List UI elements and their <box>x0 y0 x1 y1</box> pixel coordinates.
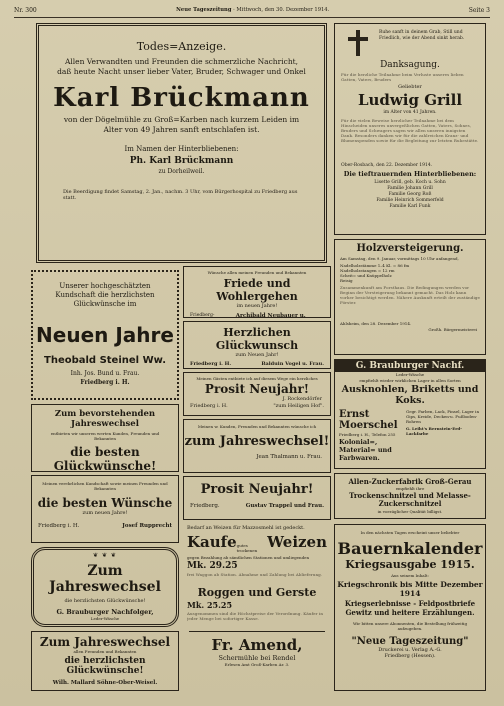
beste2-pre: Meinen verehrlichen Kundschaft sowie meinen Freunden und Bekannten <box>42 481 168 491</box>
ad-prosit-1 <box>183 372 331 416</box>
weizen-price: Mk. 29.25 <box>187 561 238 571</box>
kalender-end: Wir bitten unsere Abonnenten, die Bestellung frühzeitig aufzugeben. <box>352 621 468 631</box>
beste2-mid: zum neuen Jahre! <box>82 510 128 516</box>
ornament-icon: ❦ ❦ ❦ <box>93 552 117 559</box>
auction-heading: Holzversteigerung. <box>356 243 464 254</box>
ad-weizen: Bedarf an Weizen für Mazzosmehl ist gedeckt. Kaufe gutes trockenen Weizen gegen Bezahlung ab sämtlichen Stationen und umliegenden Mk. 29.25 frei Waggon ab Station. Abnahme und Zahlung bei Ablieferung. Roggen und Gerste Mk. 25.25 Ausgenommen sind die Höchstpreise der Verordnung. Käufer in jeder Menge bei sofortiger Kasse. Fr. Amend, Schermühle bei Rendel Erlesen Amt Groß-Karben Ar. 3. <box>183 524 331 691</box>
weizen-kaufe: Kaufe <box>187 533 237 551</box>
brauburger-sub: Leder-Wäsche <box>395 372 425 377</box>
zucker-pre: Allen-Zuckerfabrik Groß-Gerau <box>348 477 472 486</box>
moerschel-place: Friedberg i. H., Telefon 255 <box>339 432 396 437</box>
moerschel-side: Gegr. Farben, Lack, Pinsel, Lager in Gips, Kreide, Decken-u. Fußboden-Rohren <box>406 409 480 424</box>
weizen-line: gegen Bezahlung ab sämtlichen Stationen und umliegenden <box>187 555 310 560</box>
zum1-name: G. Brauburger Nachfolger, <box>56 608 154 616</box>
weizen-big: Weizen <box>267 533 327 551</box>
ad-beste-2 <box>31 475 179 543</box>
beste2-place: Friedberg i. H. <box>38 523 80 529</box>
jw1-big: zum Jahreswechsel! <box>184 434 330 449</box>
prosit1-place: Friedberg i. H. <box>190 403 228 409</box>
friede-big: Friede und Wohlergehen <box>216 277 298 303</box>
prosit2-place: Friedberg. <box>190 503 220 509</box>
zum2-mid: die herzlichsten Glückwünsche! <box>64 656 146 676</box>
kalender-pub: "Neue Tageszeitung" <box>351 636 469 647</box>
moerschel-sideb: G. Leiht's Bernstein-Erd-Lackfarbe <box>406 426 462 436</box>
kalender-pub2: Druckerei u. Verlag A.-G. <box>378 647 442 653</box>
thanks-place: Ober-Rosbach, den 22. Dezember 1914. <box>341 163 433 168</box>
kalender-big2: Kriegsausgabe 1915. <box>345 558 475 571</box>
kalender-pre: In den nächsten Tagen erscheint unser beliebter <box>360 530 460 535</box>
amend-sub2: Erlesen Amt Groß-Karben Ar. 3. <box>224 662 290 667</box>
ad-friede <box>183 266 331 318</box>
ad-place: Friedberg i. H. <box>80 379 130 386</box>
zum1-place: Leder-Wäsche <box>90 616 120 621</box>
ad-brauburger <box>334 359 486 469</box>
page-number: Nr. 300 <box>14 6 37 14</box>
brauburger-big2: Ausknohlen, Briketts und Koks. <box>341 384 479 406</box>
amend-name: Fr. Amend, <box>211 636 303 654</box>
prosit1-name: J. Rockendörfer <box>282 396 322 402</box>
thanks-heading: Danksagung. <box>380 60 440 70</box>
ad-zum-jahreswechsel-1 <box>31 547 179 627</box>
thanks-verse: Ruhe sanft in deinem Grab, Still und Friedlich, wie der Abend sinkt herab. <box>379 30 465 41</box>
thanks-sub: im Alter von 41 Jahren. <box>383 110 437 115</box>
ad-zum-jahreswechsel-2 <box>31 631 179 691</box>
zum2-name: Wilh. Mallard Söhne-Ober-Weisel. <box>52 680 158 686</box>
page-header <box>14 3 490 18</box>
prosit2-big: Prosit Neujahr! <box>200 482 314 497</box>
beste2-big: die besten Wünsche <box>37 496 173 510</box>
zucker-big: Trockenschnitzel und Melasse-Zuckerschnitzel <box>349 491 471 508</box>
ad-big: Neuen Jahre <box>36 323 174 347</box>
zucker-line: in vorzüglicher Qualität billigst. <box>377 509 443 514</box>
weizen-price2: Mk. 25.25 <box>187 600 233 610</box>
beste1-mid: entbieten wir unseren werten Kunden, Freunden und Bekannten <box>50 431 160 441</box>
funeral-info: Die Beerdigung findet Samstag, 2. Jan., nachm. 3 Uhr, vom Bürgerhospital zu Friedberg aus statt. <box>63 189 298 201</box>
brauburger-line: empfiehlt wieder wirklichen Lager in allen Sorten <box>359 378 461 383</box>
zucker-mid: empfiehlt ihre <box>395 486 425 491</box>
ad-herzlichen <box>183 321 331 369</box>
beste1-big: die besten Glückwünsche! <box>53 445 157 472</box>
prosit1-shop: "zum Heiligen Hof". <box>273 403 324 409</box>
auction-office: Großh. Bürgermeisterei <box>428 327 477 332</box>
death-notice <box>36 23 327 263</box>
jw1-pre: Meinen w. Kunden, Freunden und Bekannten wünsche ich <box>197 424 317 429</box>
herzl-place: Friedberg i. H. <box>190 361 232 367</box>
zum2-big: Zum Jahreswechsel <box>39 635 171 649</box>
thanks-notice: Ruhe sanft in deinem Grab, Still und Friedlich, wie der Abend sinkt herab. Danksagung. Für die herzliche Teilnahme beim Verluste unseres lieben Gatten, Vaters, Bruders Geliebter Ludwig Grill im Alter von 41 Jahren. Für die vielen Beweise herzlicher Teilnahme bei dem Hinscheiden unseres unvergeßlichen Gatten, Vaters, Sohnes, Bruders und Schwagers sagen wir allen unseren innigsten Dank. Besonders danken wir für die zahlreichen Kranz- und Blumenspenden sowie für die Begleitung zur letzten Ruhestätte. Ober-Rosbach, den 22. Dezember 1914. Die tieftrauernden Hinterbliebenen: Lisette Grill, geb. Koch u. Sohn Familie Johann Grill Familie Georg Roß Familie Heinrich Sommerfeld Familie Karl Funk <box>334 23 486 235</box>
weizen-mid: gutes trockenen <box>236 543 258 553</box>
friede-name: Archibald Neubauer u. <box>235 313 306 318</box>
zum1-big: Zum Jahreswechsel <box>49 563 161 595</box>
thanks-names: Lisette Grill, geb. Koch u. Sohn Familie Johann Grill Familie Georg Roß Familie Heinrich Sommerfeld Familie Karl Funk <box>374 180 446 209</box>
kalender-big: Bauernkalender <box>337 539 483 558</box>
deceased-name: Karl Brückmann <box>53 83 310 113</box>
newspaper-title-date: Neue Tageszeitung · Mittwoch, den 30. Dezember 1914. <box>176 7 330 13</box>
prosit1-pre: Meinen Gästen entbiete ich auf diesem Wege ein herzliches <box>196 376 318 381</box>
zum1-mid: die herzlichsten Glückwünsche! <box>64 598 146 604</box>
kalender-line: Kriegserlebnisse - Feldpostbriefe <box>344 599 476 608</box>
signer-place: zu Dorheilweil. <box>158 168 205 175</box>
thanks-name: Ludwig Grill <box>357 91 463 109</box>
ad-sub: Inh. Jos. Bund u. Frau. <box>70 370 140 377</box>
ad-text: Unserer hochgeschätzten Kundschaft die herzlichsten Glückwünsche im <box>55 282 155 308</box>
kalender-chronik: Kriegschronik bis Mitte Dezember 1914 <box>337 580 483 598</box>
auction-items: Nadelholzstämme 1–4 Kl. = 86 fm Nadelholzstangen = 12 rm Scheit= und Knüppelholz Reisig <box>340 263 410 283</box>
friede-place: Friedberg- <box>190 313 215 318</box>
cross-icon <box>345 30 371 56</box>
herzl-name: Balduin Vogel u. Frau. <box>261 361 324 367</box>
beste2-name: Josef Rupprecht <box>122 523 172 529</box>
jw1-name: Jean Thalmann u. Frau. <box>256 454 322 460</box>
beste1-pre: Zum bevorstehenden Jahreswechsel <box>54 409 156 429</box>
amend-sub: Schermühle bei Rendel <box>218 654 296 662</box>
kalender-line2: Gewitz und heitere Erzählungen. <box>345 608 475 617</box>
moerschel-name: Ernst Moerschel <box>339 409 398 431</box>
page-label: Seite 3 <box>468 6 490 14</box>
friede-mid: im neuen Jahre! <box>236 303 278 309</box>
ad-prosit-2 <box>183 476 331 520</box>
weizen-pre: Bedarf an Weizen für Mazzosmehl ist gedeckt. <box>187 525 305 531</box>
moerschel-line: Kolonial=, Material= und Farbwaren. <box>339 438 392 462</box>
ad-jahreswechsel-1 <box>183 419 331 473</box>
auction-line: Am Samstag, den 9. Januar, vormittags 10 Uhr anfangend, <box>340 256 459 261</box>
kalender-mid: Aus seinem Inhalt: <box>391 573 429 578</box>
thanks-mourn: Die tieftrauernden Hinterbliebenen: <box>343 170 477 178</box>
notice-text: von der Dögelmühle zu Groß=Karben nach kurzem Leiden im Alter von 49 Jahren sanft entschlafen ist. <box>63 115 300 134</box>
herzl-big: Herzlichen Glückwunsch <box>215 326 299 352</box>
ad-zuckerfabrik <box>334 473 486 519</box>
ad-beste-1 <box>31 404 179 472</box>
kalender-place: Friedberg (Hessen). <box>384 653 436 659</box>
notice-intro: Allen Verwandten und Freunden die schmerzliche Nachricht, daß heute Nacht unser lieber Vater, Bruder, Schwager und Onkel <box>57 57 306 76</box>
brauburger-big: G. Brauburger Nachf. <box>335 360 485 372</box>
notice-heading: Todes=Anzeige. <box>136 40 227 53</box>
prosit2-name: Gustav Trappel und Frau. <box>245 503 324 509</box>
herzl-mid: zum Neuen Jahr! <box>235 352 279 358</box>
signer: Ph. Karl Brückmann <box>129 156 234 166</box>
friede-pre: Wünsche allen meinen Freunden und Bekannten <box>207 270 307 275</box>
wood-auction: Holzversteigerung. Am Samstag, den 9. Januar, vormittags 10 Uhr anfangend, Nadelholzstämme 1–4 Kl. = 86 fm Nadelholzstangen = 12 rm Scheit= und Knüppelholz Reisig Zusammenkunft am Forsthaus. Die Bedingungen werden vor Beginn der Versteigerung bekannt gemacht. Das Holz kann vorher besichtigt werden. Nähere Auskunft erteilt der zuständige Förster. Ahlsheim, den 28. Dezember 1914. Großh. Bürgermeisterei <box>334 239 486 355</box>
name-prefix: Geliebter <box>398 84 422 90</box>
auction-date: Ahlsheim, den 28. Dezember 1914. <box>340 321 412 326</box>
weizen-roggen: Roggen und Gerste <box>197 586 317 599</box>
newyear-ad-steinel <box>31 270 179 400</box>
ad-name: Theobald Steinel Ww. <box>44 355 166 366</box>
ad-kalender <box>334 524 486 691</box>
zum2-pre: allen Freunden und Bekannten <box>73 649 137 654</box>
prosit1-big: Prosit Neujahr! <box>204 382 310 396</box>
mourn-line: Im Namen der Hinterbliebenen: <box>124 145 239 153</box>
